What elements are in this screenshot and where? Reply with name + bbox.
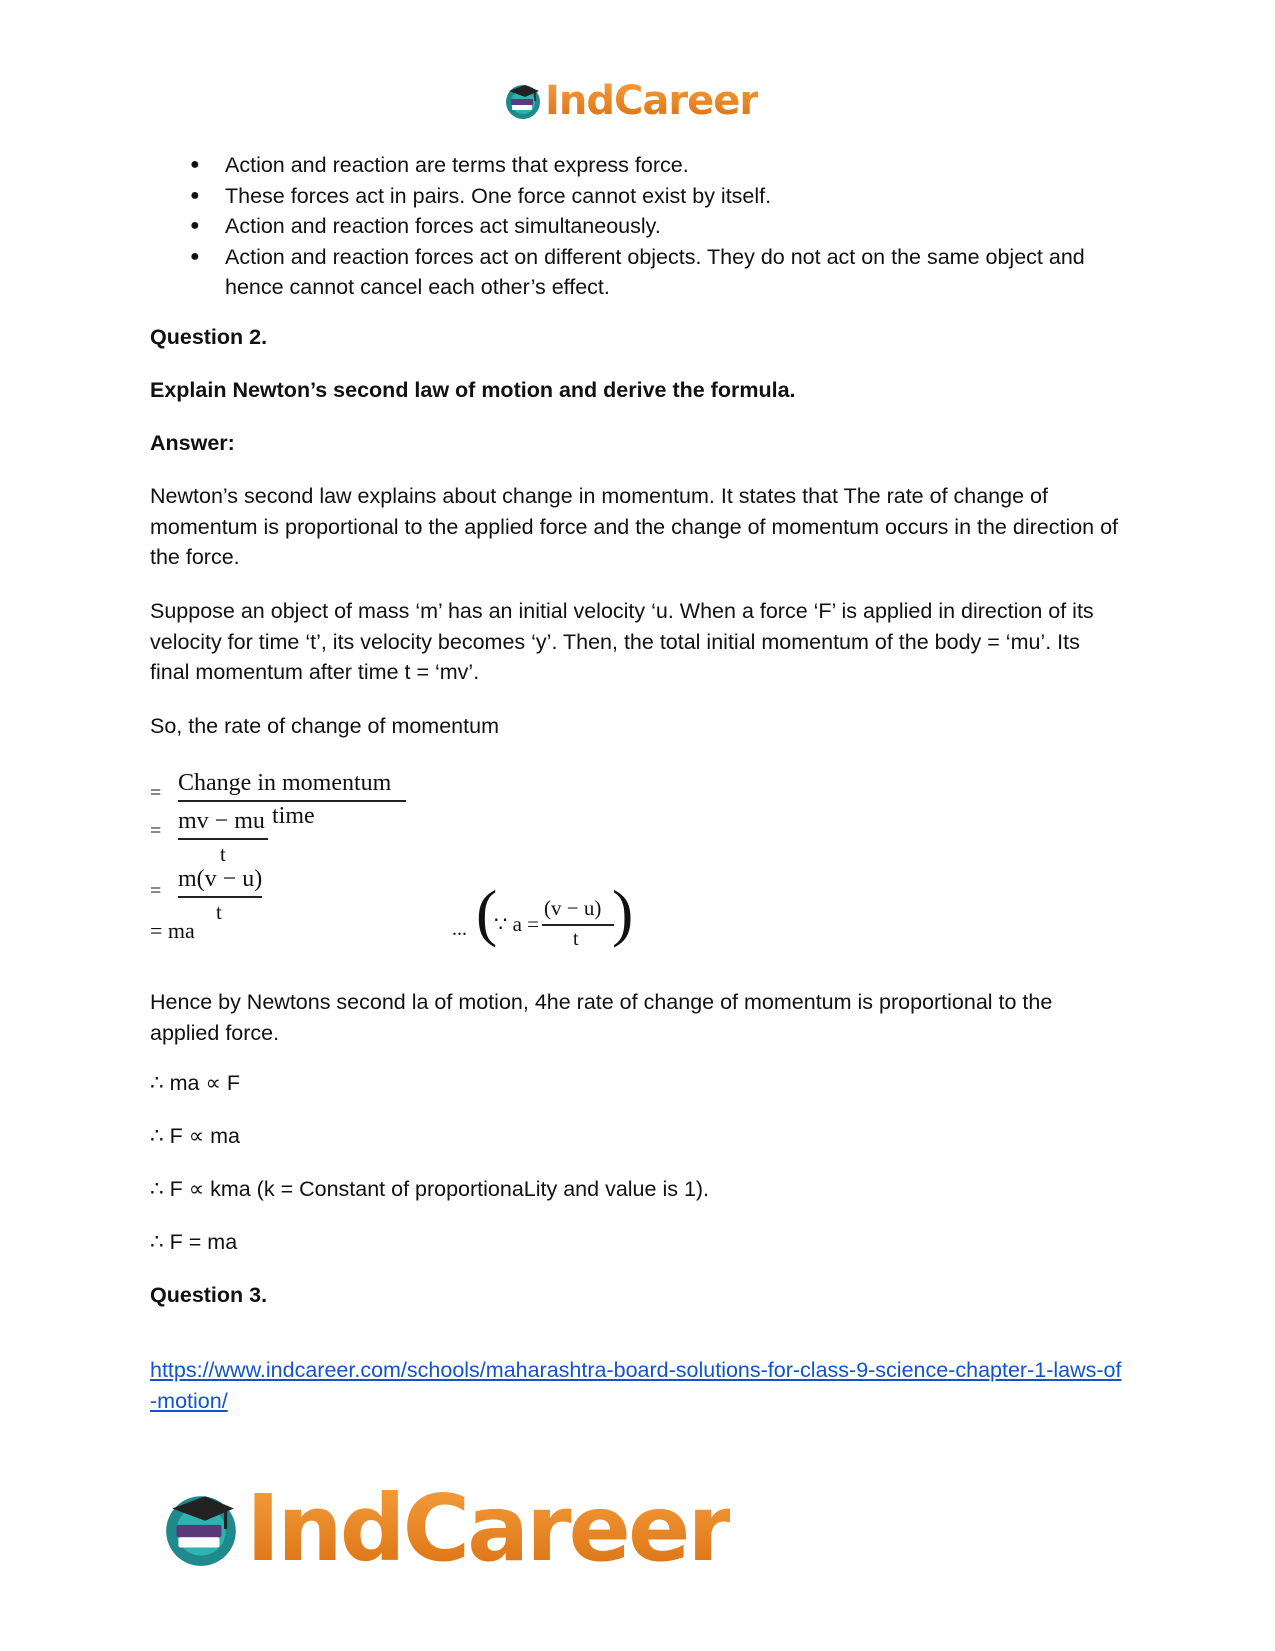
- momentum-formula: = Change in momentum = mv − mu time t = m(v − u) t = ma ... ( ∵ a = (v − u) t ): [150, 770, 634, 950]
- answer-paragraph-3: So, the rate of change of momentum: [150, 714, 499, 738]
- formula-line2-denominator: t: [220, 842, 226, 866]
- list-item: ● These forces act in pairs. One force cannot exist by itself.: [185, 181, 1125, 212]
- fraction-bar: [178, 896, 262, 898]
- bullet-icon: ●: [190, 156, 200, 173]
- footer-logo: [160, 1475, 730, 1582]
- question-2-prompt: Explain Newton’s second law of motion and derive the formula.: [150, 378, 796, 402]
- formula-line4: = ma: [150, 918, 195, 943]
- answer-paragraph-2: Suppose an object of mass ‘m’ has an initial velocity ‘u. When a force ‘F’ is applied in direction of its velocity for time ‘t’, its velocity becomes ‘y’. Then, the total initial momentum of the body = ‘mu’. Its final momentum after time t = ‘mv’.: [150, 599, 1094, 684]
- conclusion-paragraph: Hence by Newtons second la of motion, 4he rate of change of momentum is proportional to the applied force.: [150, 990, 1053, 1045]
- derivation-step: ∴ F ∝ ma: [150, 1124, 240, 1148]
- graduation-globe-icon: [503, 81, 543, 121]
- answer-label: Answer:: [150, 431, 235, 455]
- bullet-list: [185, 150, 1125, 303]
- formula-aside-denominator: t: [573, 928, 579, 950]
- answer-paragraph-1: Newton’s second law explains about change in momentum. It states that The rate of change of momentum is proportional to the applied force and the change of momentum occurs in the direction of the force.: [150, 484, 1119, 569]
- formula-line3-denominator: t: [216, 900, 222, 924]
- formula-line3-numerator: m(v − u): [178, 866, 263, 892]
- header-logo: [503, 78, 758, 124]
- formula-aside-numerator: (v − u): [544, 896, 602, 920]
- source-link-wrapper: [150, 1355, 1125, 1416]
- bullet-icon: ●: [190, 186, 200, 204]
- fraction-bar: [178, 800, 406, 802]
- source-link[interactable]: https://www.indcareer.com/schools/maharashtra-board-solutions-for-class-9-science-chapter-1-laws-of-motion/: [150, 1358, 1122, 1413]
- list-item: ● Action and reaction forces act simultaneously.: [185, 211, 1125, 242]
- derivation-step: ∴ ma ∝ F: [150, 1071, 240, 1095]
- formula-line2-numerator: mv − mu: [178, 808, 265, 834]
- fraction-bar: [178, 838, 268, 840]
- formula-aside-because: ∵ a =: [494, 912, 540, 936]
- brand-name: IndCareer: [545, 78, 759, 124]
- formula-aside-dots: ...: [452, 918, 467, 940]
- list-item: ● Action and reaction forces act on different objects. They do not act on the same object and hence cannot cancel each other’s effect.: [185, 242, 1125, 303]
- question-2-label: Question 2.: [150, 325, 268, 349]
- bullet-icon: ●: [190, 247, 200, 265]
- right-paren-glyph: ): [612, 877, 634, 948]
- formula-line1-denominator: time: [272, 803, 315, 829]
- question-3-label: Question 3.: [150, 1283, 268, 1307]
- left-paren-glyph: (: [476, 877, 498, 948]
- bullet-icon: ●: [190, 217, 200, 234]
- derivation-step: ∴ F = ma: [150, 1230, 238, 1254]
- list-item: ● Action and reaction are terms that express force.: [185, 150, 1125, 181]
- fraction-bar: [542, 924, 614, 926]
- formula-line1-numerator: Change in momentum: [178, 770, 392, 796]
- derivation-step: ∴ F ∝ kma (k = Constant of proportionaLity and value is 1).: [150, 1177, 710, 1201]
- graduation-globe-icon: [160, 1488, 242, 1570]
- brand-name: IndCareer: [246, 1475, 730, 1582]
